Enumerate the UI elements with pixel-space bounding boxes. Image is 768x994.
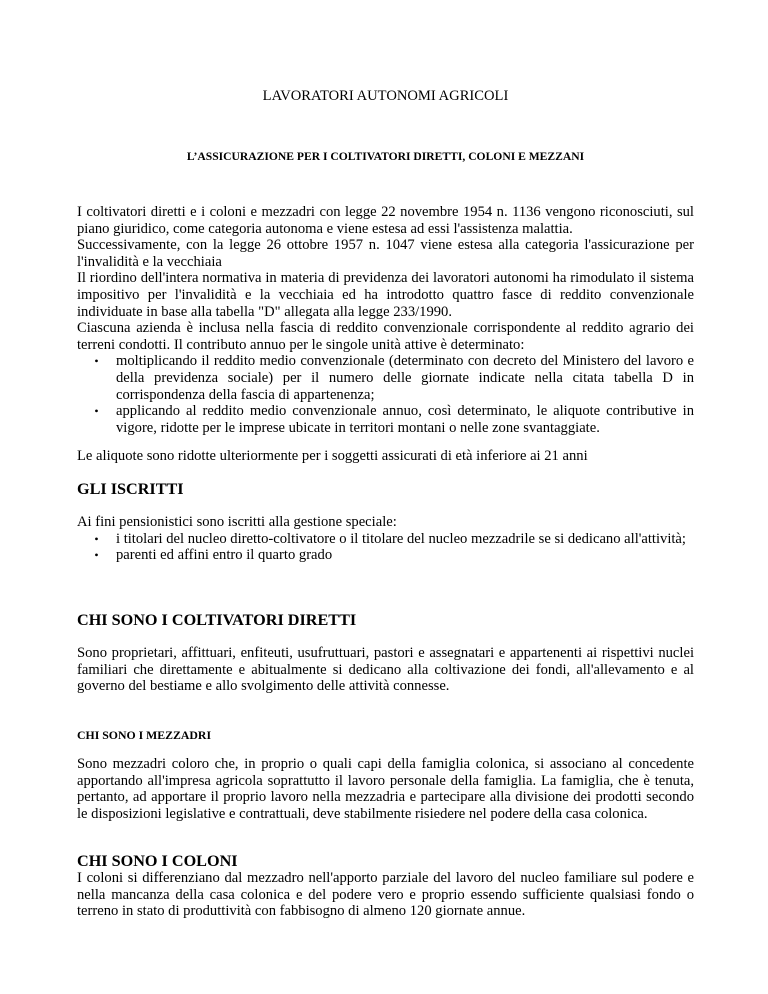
mezzadri-text: Sono mezzadri coloro che, in proprio o quali capi della famiglia colonica, si associano al concedente apportando all'impresa agricola soprattutto il lavoro personale della famiglia. La famiglia, che è tenuta, pertanto, ad apportare il proprio lavoro nella mezzadria e partecipare alla divisione dei prodotti secondo le disposizioni legislative e contrattuali, deve stabilmente risiedere nel podere della casa colonica. <box>77 756 694 822</box>
list-item <box>77 547 694 564</box>
document-title: LAVORATORI AUTONOMI AGRICOLI <box>262 88 509 104</box>
bullet-icon: • <box>94 354 99 369</box>
bullet-icon: • <box>94 531 99 546</box>
intro-paragraph-2: Successivamente, con la legge 26 ottobre 1957 n. 1047 viene estesa alla categoria l'assicurazione per l'invalidità e la vecchiaia <box>77 237 694 270</box>
list-item-text: parenti ed affini entro il quarto grado <box>116 547 333 564</box>
intro-paragraph-3: Il riordino dell'intera normativa in materia di previdenza dei lavoratori autonomi ha rimodulato il sistema impositivo per l'invalidità e la vecchiaia ed ha introdotto quattro fasce di reddito convenzionale individuate in base alla tabella "D" allegata alla legge 233/1990. <box>77 270 694 320</box>
list-item <box>77 531 694 548</box>
bullet-icon: • <box>94 548 99 563</box>
intro-section <box>77 204 694 436</box>
reduction-note: Le aliquote sono ridotte ulteriormente per i soggetti assicurati di età inferiore ai 21 anni <box>77 448 588 464</box>
iscritti-bullet-list <box>77 531 694 564</box>
bullet-icon: • <box>94 404 99 419</box>
list-item-text: i titolari del nucleo diretto-coltivatore o il titolare del nucleo mezzadrile se si dedicano all'attività; <box>116 530 686 547</box>
intro-paragraph-1: I coltivatori diretti e i coloni e mezzadri con legge 22 novembre 1954 n. 1136 vengono riconosciuti, sul piano giuridico, come categoria autonoma e viene estesa ad essi l'assistenza malattia. <box>77 204 694 237</box>
coltivatori-text: Sono proprietari, affittuari, enfiteuti, usufruttuari, pastori e assegnatari e appartenenti ai rispettivi nuclei familiari che direttamente e abitualmente si dedicano alla coltivazione dei fondi, all'allevamento e al governo del bestiame e allo svolgimento delle attività connesse. <box>77 645 694 695</box>
section-heading-mezzadri: CHI SONO I MEZZADRI <box>77 728 212 742</box>
coloni-text: I coloni si differenziano dal mezzadro nell'apporto parziale del lavoro del nucleo familiare sul podere e nella mancanza della casa colonica e del podere vero e proprio essendo sufficiente qualsiasi fondo o terreno in stato di produttività con fabbisogno di almeno 120 giornate annue. <box>77 870 694 920</box>
list-item-text: moltiplicando il reddito medio convenzionale (determinato con decreto del Ministero del lavoro e della previdenza sociale) per il numero delle giornate indicate nella citata tabella D in corrispondenza della fascia di appartenenza; <box>116 353 694 403</box>
document-subtitle: L’ASSICURAZIONE PER I COLTIVATORI DIRETTI, COLONI E MEZZANI <box>186 150 585 163</box>
section-heading-coltivatori: CHI SONO I COLTIVATORI DIRETTI <box>77 611 357 629</box>
list-item <box>77 353 694 403</box>
iscritti-section <box>77 514 694 564</box>
iscritti-text: Ai fini pensionistici sono iscritti alla gestione speciale: <box>77 514 397 530</box>
intro-paragraph-4: Ciascuna azienda è inclusa nella fascia di reddito convenzionale corrispondente al reddito agrario dei terreni condotti. Il contributo annuo per le singole unità attive è determinato: <box>77 320 694 353</box>
section-heading-coloni: CHI SONO I COLONI <box>77 852 238 870</box>
section-heading-iscritti: GLI ISCRITTI <box>77 480 184 498</box>
intro-bullet-list <box>77 353 694 436</box>
list-item-text: applicando al reddito medio convenzionale annuo, così determinato, le aliquote contributive in vigore, ridotte per le imprese ubicate in territori montani o nelle zone svantaggiate. <box>116 403 694 436</box>
list-item <box>77 403 694 436</box>
